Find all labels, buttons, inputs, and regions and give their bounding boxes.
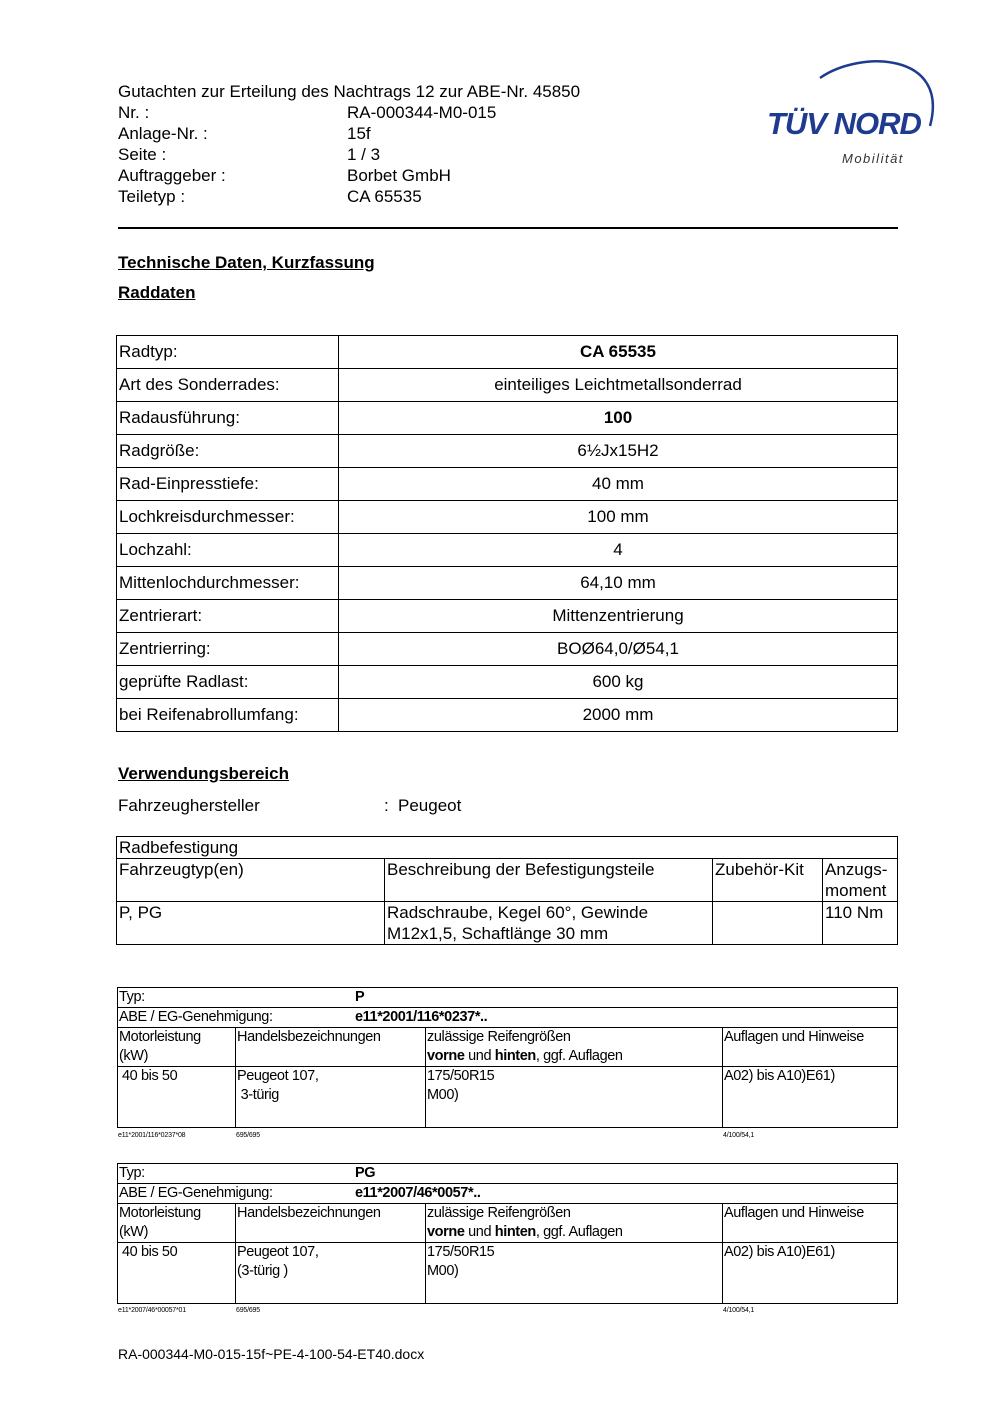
- cell-handel: [236, 1243, 426, 1304]
- header-reifen-vorne: vorne: [427, 1048, 465, 1064]
- header-reifen-hinten: hinten: [494, 1224, 536, 1240]
- header-label-seite: Seite :: [118, 145, 167, 164]
- header-reifen-line1: zulässige Reifengrößen: [427, 1205, 571, 1221]
- header-value-seite: 1 / 3: [347, 145, 381, 164]
- cell-reifen-line1: 175/50R15: [427, 1068, 495, 1084]
- abe-row: [118, 1008, 898, 1028]
- section-title-raddaten: Raddaten: [118, 283, 196, 302]
- cell-handel-line1: Peugeot 107,: [237, 1244, 319, 1260]
- header-value-anlage: 15f: [347, 124, 371, 143]
- wheel-label: geprüfte Radlast:: [117, 666, 339, 699]
- table-row: [118, 1067, 898, 1128]
- abe-row: [118, 1184, 898, 1204]
- fixing-desc-line2: M12x1,5, Schaftlänge 30 mm: [387, 924, 609, 943]
- table-row: [117, 468, 898, 501]
- wheel-data-table: [116, 335, 898, 732]
- header-value-auftraggeber: Borbet GmbH: [347, 166, 451, 185]
- header-motor-line2: (kW): [119, 1048, 148, 1064]
- fixing-desc-line1: Radschraube, Kegel 60°, Gewinde: [387, 903, 649, 922]
- table-row: [117, 859, 898, 902]
- fine-pcd: 4/100/54,1: [723, 1307, 755, 1314]
- wheel-label: Zentrierring:: [117, 633, 339, 666]
- header-label-anlage: Anlage-Nr. :: [118, 124, 208, 143]
- fixing-kit: [713, 902, 823, 945]
- header-value-nr: RA-000344-M0-015: [347, 103, 497, 122]
- wheel-label: Rad-Einpresstiefe:: [117, 468, 339, 501]
- table-row: [117, 402, 898, 435]
- header-motor: [118, 1204, 236, 1243]
- hersteller-label: Fahrzeughersteller: [118, 796, 260, 815]
- header-label-auftraggeber: Auftraggeber :: [118, 166, 226, 185]
- header-label-teiletyp: Teiletyp :: [118, 187, 186, 206]
- cell-handel-line2: 3-türig: [237, 1087, 279, 1103]
- wheel-label: Mittenlochdurchmesser:: [117, 567, 339, 600]
- header-auflagen: Auflagen und Hinweise: [723, 1204, 898, 1243]
- wheel-label: Zentrierart:: [117, 600, 339, 633]
- fixing-title: Radbefestigung: [117, 837, 898, 859]
- header-reifen-hinten: hinten: [494, 1048, 536, 1064]
- wheel-value: Mittenzentrierung: [339, 600, 898, 633]
- header-reifen-rest: , ggf. Auflagen: [535, 1048, 623, 1064]
- abe-value: e11*2007/46*0057*..: [355, 1185, 481, 1201]
- wheel-value: CA 65535: [339, 336, 898, 369]
- logo-wordmark: TÜV NORD: [767, 106, 921, 141]
- cell-reifen-line1: 175/50R15: [427, 1244, 495, 1260]
- table-row: [117, 567, 898, 600]
- table-row: [118, 988, 898, 1008]
- cell-reifen-line2: M00): [427, 1087, 459, 1103]
- cell-handel-line2: (3-türig ): [237, 1263, 288, 1279]
- fixing-header-desc: Beschreibung der Befestigungsteile: [385, 859, 713, 902]
- table-row: [117, 666, 898, 699]
- header-handel: Handelsbezeichnungen: [236, 1204, 426, 1243]
- hersteller-colon: :: [384, 796, 389, 815]
- fixing-header-torque: [823, 859, 898, 902]
- wheel-label: Radausführung:: [117, 402, 339, 435]
- header-motor-line2: (kW): [119, 1224, 148, 1240]
- logo-subtitle: Mobilität: [842, 151, 904, 166]
- fixing-header-kit: Zubehör-Kit: [713, 859, 823, 902]
- abe-label: ABE / EG-Genehmigung:: [119, 1009, 273, 1025]
- header-reifen-und: und: [464, 1224, 495, 1240]
- fixing-header-torque-line1: Anzugs-: [825, 860, 888, 879]
- table-row: [118, 1204, 898, 1243]
- wheel-label: Radtyp:: [117, 336, 339, 369]
- type-table-p: [117, 987, 898, 1128]
- wheel-value: 2000 mm: [339, 699, 898, 732]
- cell-reifen: [426, 1243, 723, 1304]
- table-row: [118, 1184, 898, 1204]
- header-divider: [118, 227, 898, 229]
- wheel-value: 100 mm: [339, 501, 898, 534]
- wheel-value: 64,10 mm: [339, 567, 898, 600]
- table-row: [117, 435, 898, 468]
- table-row: [118, 1243, 898, 1304]
- table-row: [118, 1028, 898, 1067]
- wheel-value: 100: [339, 402, 898, 435]
- footer-filename: RA-000344-M0-015-15f~PE-4-100-54-ET40.docx: [118, 1346, 425, 1362]
- cell-motor: 40 bis 50: [118, 1243, 236, 1304]
- abe-value: e11*2001/116*0237*..: [355, 1009, 488, 1025]
- wheel-label: Art des Sonderrades:: [117, 369, 339, 402]
- header-reifen-line2: [427, 1047, 721, 1066]
- report-title: Gutachten zur Erteilung des Nachtrags 12 zur ABE-Nr. 45850: [118, 82, 581, 101]
- fine-pcd: 4/100/54,1: [723, 1132, 755, 1139]
- table-row: [117, 501, 898, 534]
- header-handel: Handelsbezeichnungen: [236, 1028, 426, 1067]
- wheel-value: 600 kg: [339, 666, 898, 699]
- header-reifen: [426, 1204, 723, 1243]
- fixing-types: P, PG: [117, 902, 385, 945]
- header-reifen-und: und: [464, 1048, 495, 1064]
- header-reifen-rest: , ggf. Auflagen: [535, 1224, 623, 1240]
- hersteller-value: Peugeot: [398, 796, 462, 815]
- typ-value: P: [355, 989, 365, 1005]
- wheel-value: 40 mm: [339, 468, 898, 501]
- fixing-header-torque-line2: moment: [825, 881, 887, 900]
- fixing-torque: 110 Nm: [823, 902, 898, 945]
- header-reifen: [426, 1028, 723, 1067]
- cell-handel: [236, 1067, 426, 1128]
- abe-label: ABE / EG-Genehmigung:: [119, 1185, 273, 1201]
- header-reifen-line1: zulässige Reifengrößen: [427, 1029, 571, 1045]
- table-row: [117, 902, 898, 945]
- fine-approval: e11*2001/116*0237*08: [118, 1132, 186, 1139]
- wheel-value: einteiliges Leichtmetallsonderrad: [339, 369, 898, 402]
- wheel-label: bei Reifenabrollumfang:: [117, 699, 339, 732]
- typ-value: PG: [355, 1165, 376, 1181]
- fixing-desc: [385, 902, 713, 945]
- typ-row: [118, 988, 898, 1008]
- table-row: [117, 837, 898, 859]
- cell-auflagen: A02) bis A10)E61): [723, 1243, 898, 1304]
- wheel-label: Lochkreisdurchmesser:: [117, 501, 339, 534]
- wheel-fixing-table: [116, 836, 898, 945]
- table-row: [117, 336, 898, 369]
- section-title-technische-daten: Technische Daten, Kurzfassung: [118, 253, 375, 272]
- type-table-pg: [117, 1163, 898, 1304]
- header-motor-line1: Motorleistung: [119, 1029, 201, 1045]
- wheel-value: 6½Jx15H2: [339, 435, 898, 468]
- cell-auflagen: A02) bis A10)E61): [723, 1067, 898, 1128]
- header-reifen-line2: [427, 1223, 721, 1242]
- cell-reifen: [426, 1067, 723, 1128]
- header-value-teiletyp: CA 65535: [347, 187, 422, 206]
- table-row: [117, 699, 898, 732]
- wheel-value: 4: [339, 534, 898, 567]
- fixing-header-types: Fahrzeugtyp(en): [117, 859, 385, 902]
- wheel-label: Lochzahl:: [117, 534, 339, 567]
- header-label-nr: Nr. :: [118, 103, 150, 122]
- wheel-value: BOØ64,0/Ø54,1: [339, 633, 898, 666]
- fine-approval: e11*2007/46*00057*01: [118, 1307, 186, 1314]
- wheel-label: Radgröße:: [117, 435, 339, 468]
- typ-label: Typ:: [119, 989, 145, 1005]
- typ-label: Typ:: [119, 1165, 145, 1181]
- typ-row: [118, 1164, 898, 1184]
- cell-reifen-line2: M00): [427, 1263, 459, 1279]
- table-row: [117, 600, 898, 633]
- table-row: [117, 633, 898, 666]
- table-row: [117, 369, 898, 402]
- cell-motor: 40 bis 50: [118, 1067, 236, 1128]
- table-row: [118, 1008, 898, 1028]
- section-title-verwendungsbereich: Verwendungsbereich: [118, 764, 289, 783]
- header-motor-line1: Motorleistung: [119, 1205, 201, 1221]
- fine-load: 695/695: [236, 1307, 260, 1314]
- header-auflagen: Auflagen und Hinweise: [723, 1028, 898, 1067]
- fine-load: 695/695: [236, 1132, 260, 1139]
- cell-handel-line1: Peugeot 107,: [237, 1068, 319, 1084]
- header-motor: [118, 1028, 236, 1067]
- header-reifen-vorne: vorne: [427, 1224, 465, 1240]
- table-row: [118, 1164, 898, 1184]
- table-row: [117, 534, 898, 567]
